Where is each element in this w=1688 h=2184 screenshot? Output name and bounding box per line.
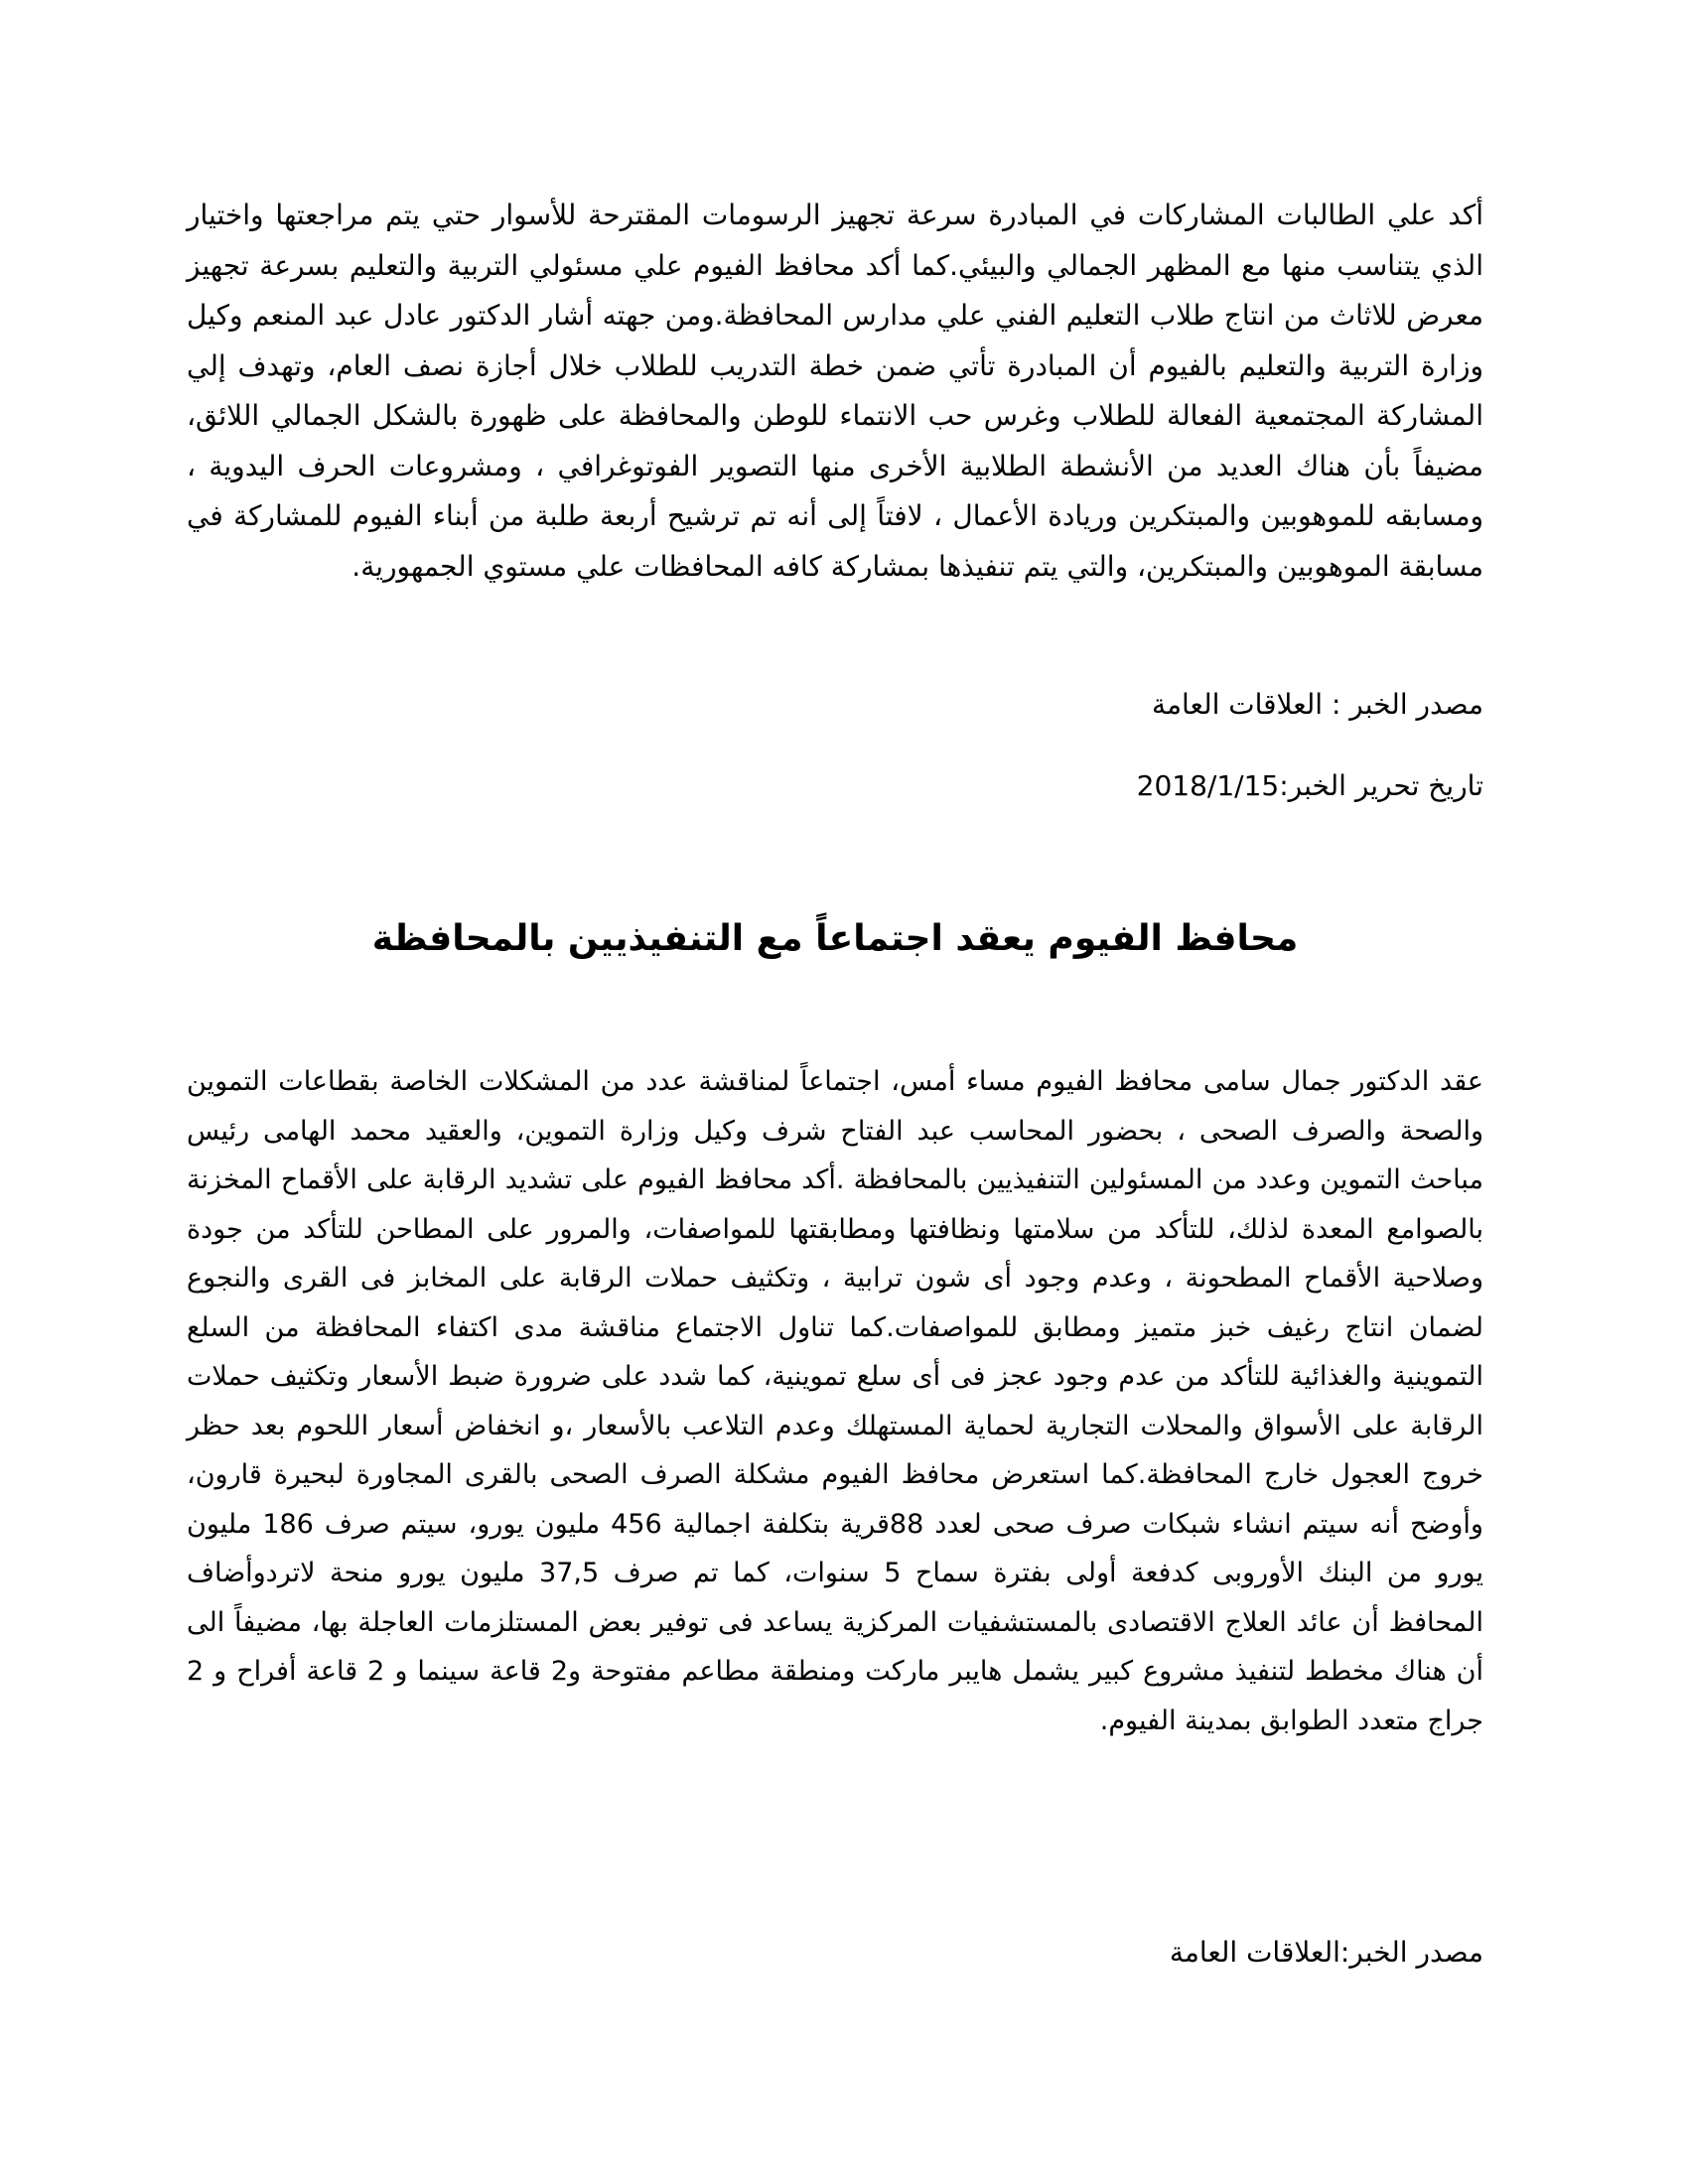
article-1-body: أكد علي الطالبات المشاركات في المبادرة سرعة تجهيز الرسومات المقترحة للأسوار حتي يتم مراجعتها واختيار الذي يتناسب منها مع المظهر الجمالي والبيئي.كما أكد محافظ الفيوم علي مسئولي التربية والتعليم بسرعة تجهيز معرض للاثاث من انتاج طلاب التعليم الفني علي مدارس المحافظة.ومن جهته أشار الدكتور عادل عبد المنعم وكيل وزارة التربية والتعليم بالفيوم أن المبادرة تأتي ضمن خطة التدريب للطلاب خلال أجازة نصف العام، وتهدف إلي المشاركة المجتمعية الفعالة للطلاب وغرس حب الانتماء للوطن والمحافظة على ظهورة بالشكل الجمالي اللائق، مضيفاً بأن هناك العديد من الأنشطة الطلابية الأخرى منها التصوير الفوتوغرافي ، ومشروعات الحرف اليدوية ، ومسابقه للموهوبين والمبتكرين وريادة الأعمال ، لافتاً إلى أنه تم ترشيح أربعة طلبة من أبناء الفيوم للمشاركة في مسابقة الموهوبين والمبتكرين، والتي يتم تنفيذها بمشاركة كافه المحافظات علي مستوي الجمهورية. (187, 199, 1483, 583)
article-2-body: عقد الدكتور جمال سامى محافظ الفيوم مساء أمس، اجتماعاً لمناقشة عدد من المشكلات الخاصة بقطاعات التموين والصحة والصرف الصحى ، بحضور المحاسب عبد الفتاح شرف وكيل وزارة التموين، والعقيد محمد الهامى رئيس مباحث التموين وعدد من المسئولين التنفيذيين بالمحافظة .أكد محافظ الفيوم على تشديد الرقابة على الأقماح المخزنة بالصوامع المعدة لذلك، للتأكد من سلامتها ونظافتها ومطابقتها للمواصفات، والمرور على المطاحن للتأكد من جودة وصلاحية الأقماح المطحونة ، وعدم وجود أى شون ترابية ، وتكثيف حملات الرقابة على المخابز فى القرى والنجوع لضمان انتاج رغيف خبز متميز ومطابق للمواصفات.كما تناول الاجتماع مناقشة مدى اكتفاء المحافظة من السلع التموينية والغذائية للتأكد من عدم وجود عجز فى أى سلع تموينية، كما شدد على ضرورة ضبط الأسعار وتكثيف حملات الرقابة على الأسواق والمحلات التجارية لحماية المستهلك وعدم التلاعب بالأسعار ،و انخفاض أسعار اللحوم بعد حظر خروج العجول خارج المحافظة.كما استعرض محافظ الفيوم مشكلة الصرف الصحى بالقرى المجاورة لبحيرة قارون، وأوضح أنه سيتم انشاء شبكات صرف صحى لعدد 88قرية بتكلفة اجمالية 456 مليون يورو، سيتم صرف 186 مليون يورو من البنك الأوروبى كدفعة أولى بفترة سماح 5 سنوات، كما تم صرف 37,5 مليون يورو منحة لاتردوأضاف المحافظ أن عائد العلاج الاقتصادى بالمستشفيات المركزية يساعد فى توفير بعض المستلزمات العاجلة بها، مضيفاً الى أن هناك مخطط لتنفيذ مشروع كبير يشمل هايبر ماركت ومنطقة مطاعم مفتوحة و2 قاعة سينما و 2 قاعة أفراح و 2 جراج متعدد الطوابق بمدينة الفيوم. (187, 1066, 1484, 1736)
article-1-source: مصدر الخبر : العلاقات العامة (1152, 688, 1483, 721)
article-1-date: تاريخ تحرير الخبر:2018/1/15 (1136, 769, 1483, 802)
article-2-title: محافظ الفيوم يعقد اجتماعاً مع التنفيذيين بالمحافظة (371, 918, 1299, 959)
article-2-source: مصدر الخبر:العلاقات العامة (1169, 1936, 1483, 1969)
